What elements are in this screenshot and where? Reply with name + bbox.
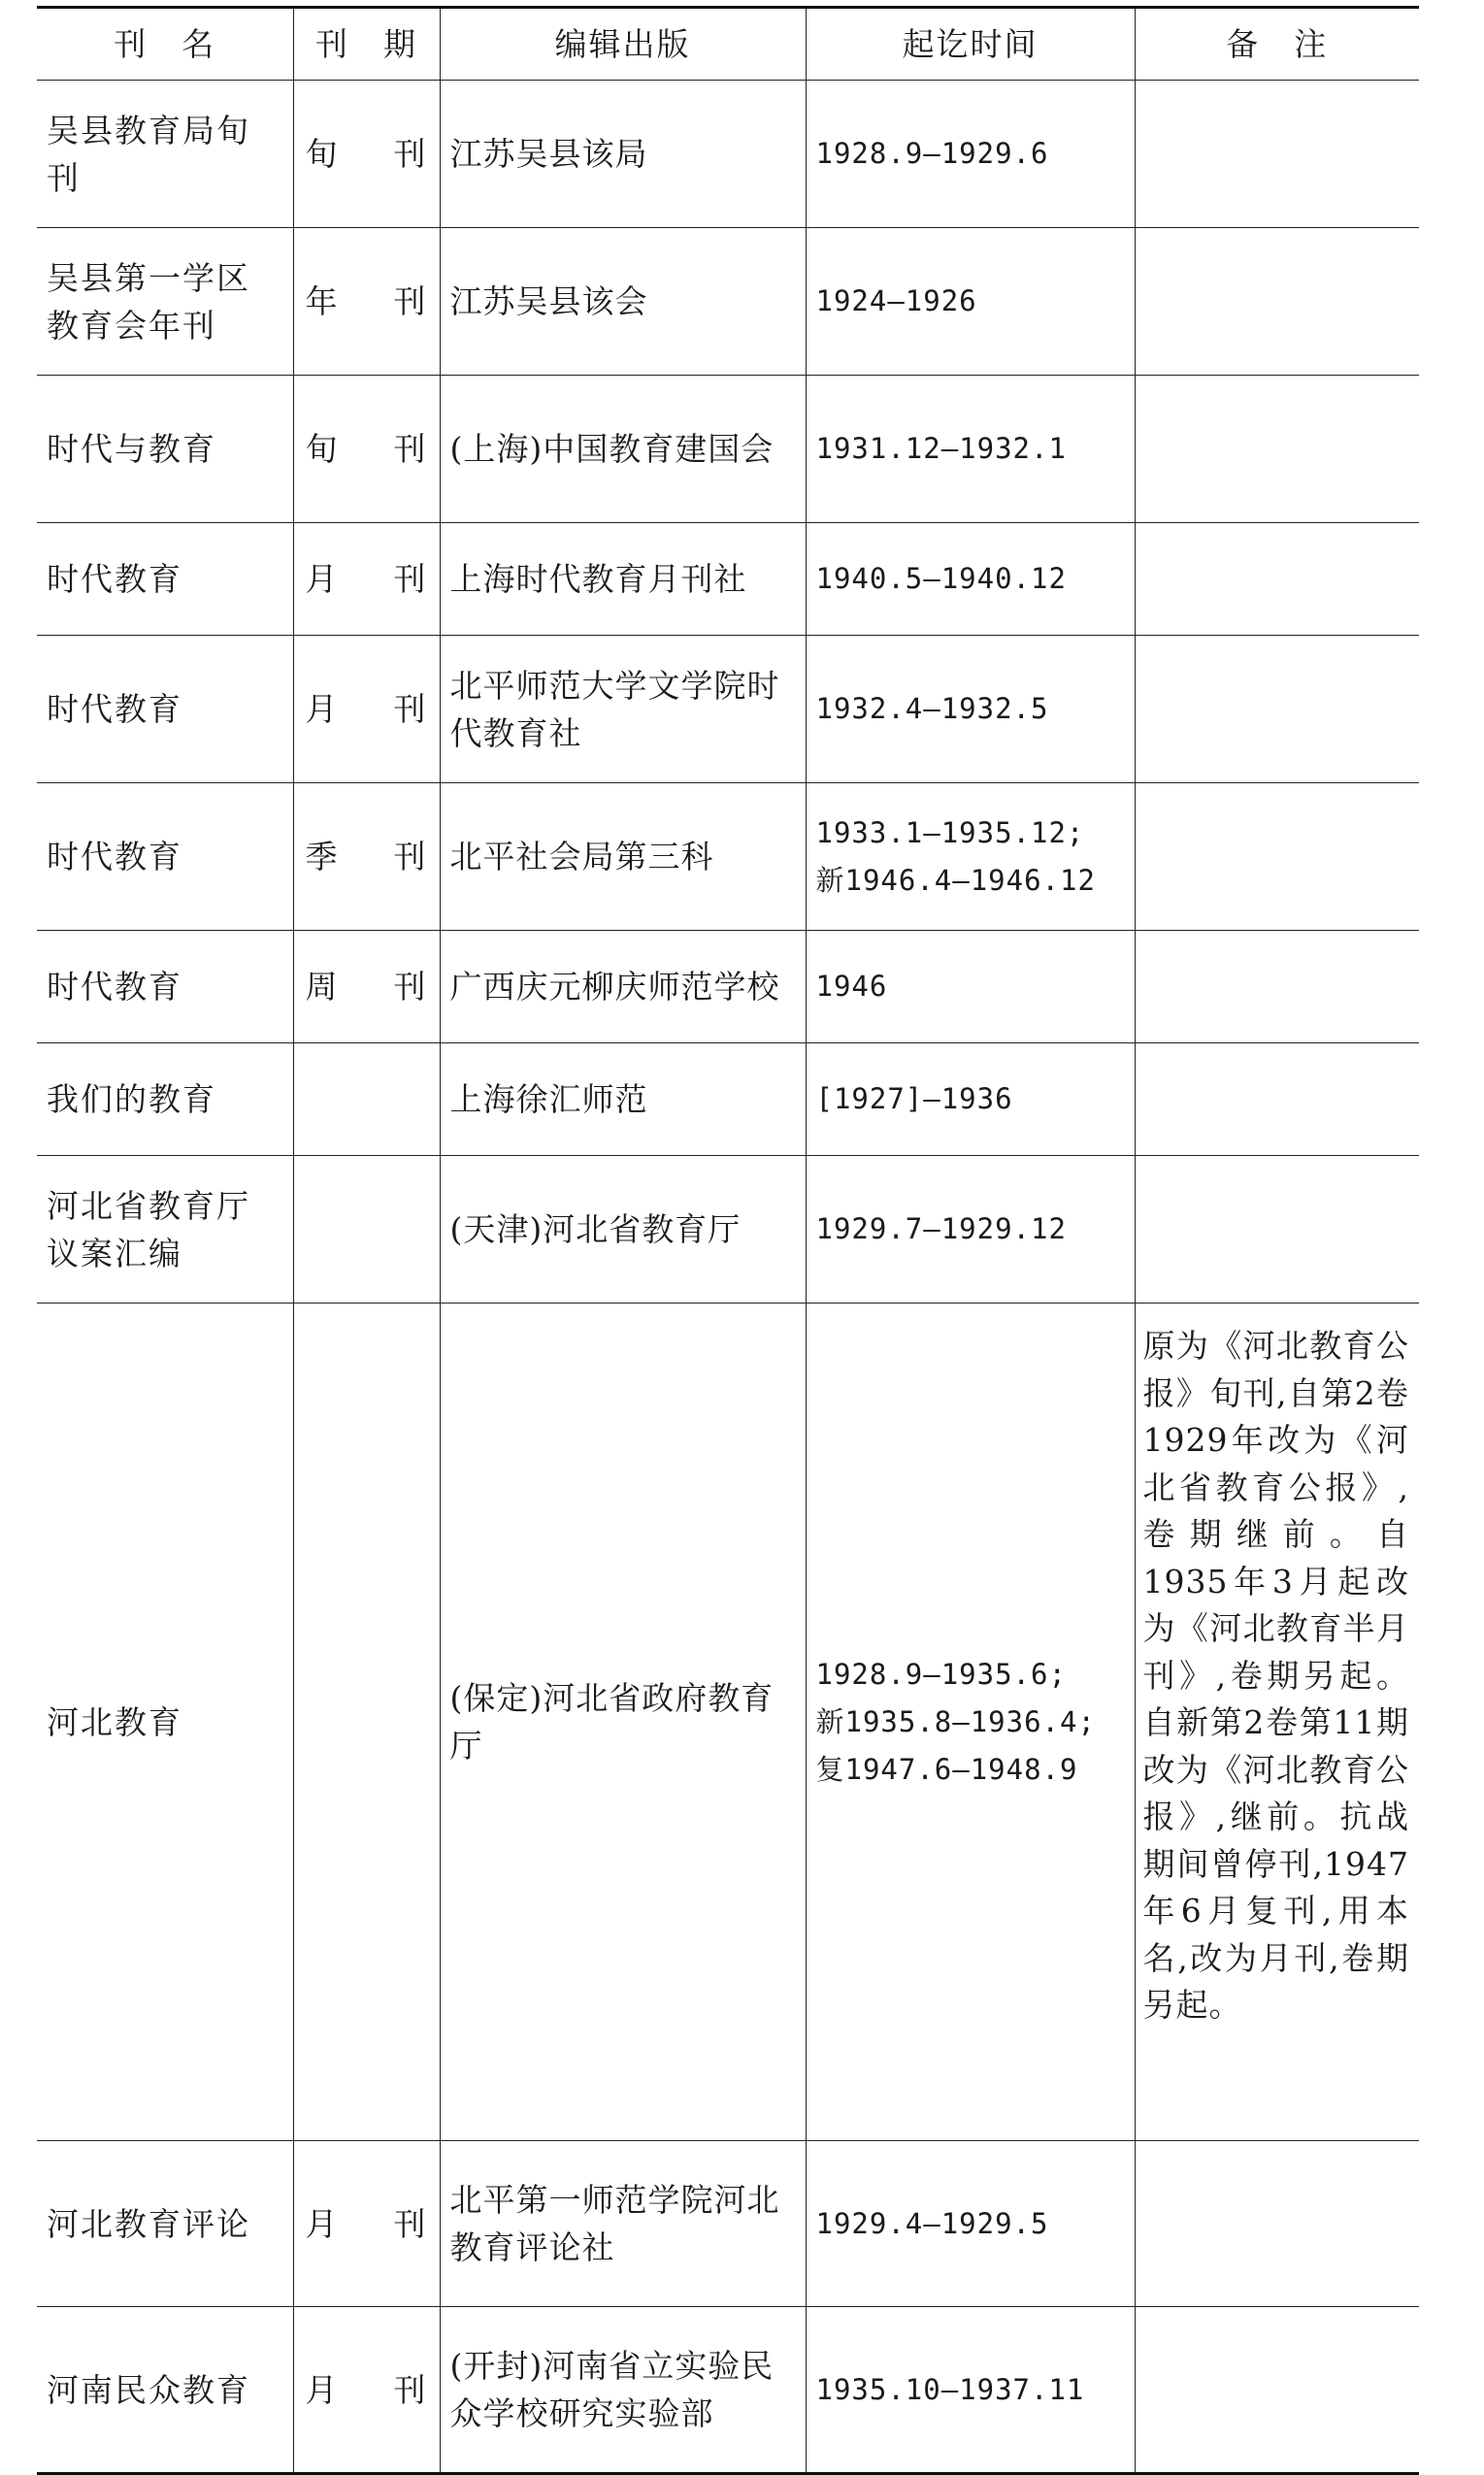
freq-char: 旬 [305,135,338,173]
cell-period: 1933.1—1935.12; 新1946.4—1946.12 [806,783,1135,931]
header-frequency: 刊 期 [293,8,440,81]
table-row [37,376,1419,523]
table-row [37,2141,1419,2307]
table-row [37,1304,1419,2141]
freq-char: 刊 [393,560,426,598]
header-publisher: 编辑出版 [440,8,806,81]
cell-publisher: 北平第一师范学院河北教育评论社 [440,2141,806,2307]
cell-note [1135,523,1419,636]
freq-char: 刊 [393,690,426,728]
cell-period: 1928.9—1929.6 [806,81,1135,228]
freq-char: 刊 [393,2370,426,2409]
cell-note [1135,1156,1419,1304]
cell-publisher: (天津)河北省教育厅 [440,1156,806,1304]
cell-period: 1935.10—1937.11 [806,2307,1135,2474]
table-row [37,1043,1419,1156]
cell-title: 吴县教育局旬刊 [37,81,293,228]
cell-publisher: 北平社会局第三科 [440,783,806,931]
table-row [37,636,1419,783]
cell-note [1135,1043,1419,1156]
table-row [37,81,1419,228]
cell-publisher: 广西庆元柳庆师范学校 [440,931,806,1043]
cell-period: 1929.4—1929.5 [806,2141,1135,2307]
cell-note [1135,2141,1419,2307]
cell-publisher: 北平师范大学文学院时代教育社 [440,636,806,783]
freq-char: 刊 [393,838,426,875]
freq-char: 月 [305,690,338,728]
cell-period: 1940.5—1940.12 [806,523,1135,636]
cell-note [1135,81,1419,228]
cell-period: 1924—1926 [806,228,1135,376]
cell-title: 时代教育 [37,636,293,783]
cell-frequency [293,523,440,636]
cell-period: 1946 [806,931,1135,1043]
periodical-table [37,6,1419,2475]
cell-title: 我们的教育 [37,1043,293,1156]
cell-note [1135,2307,1419,2474]
freq-char: 刊 [393,430,426,468]
cell-frequency [293,376,440,523]
cell-publisher: 江苏吴县该局 [440,81,806,228]
cell-frequency [293,2141,440,2307]
cell-title: 时代教育 [37,523,293,636]
cell-title: 河北教育 [37,1304,293,2141]
cell-frequency [293,81,440,228]
cell-publisher: (开封)河南省立实验民众学校研究实验部 [440,2307,806,2474]
cell-period: 1929.7—1929.12 [806,1156,1135,1304]
cell-publisher: (上海)中国教育建国会 [440,376,806,523]
cell-period: [1927]—1936 [806,1043,1135,1156]
cell-title: 时代教育 [37,931,293,1043]
header-period: 起讫时间 [806,8,1135,81]
cell-publisher: 上海徐汇师范 [440,1043,806,1156]
freq-char: 周 [305,968,338,1006]
table-row [37,523,1419,636]
cell-note [1135,228,1419,376]
cell-note: 原为《河北教育公报》旬刊,自第2卷1929年改为《河北省教育公报》,卷期继前。自1935年3月起改为《河北教育半月刊》,卷期另起。自新第2卷第11期改为《河北教育公报》,继前。抗战期间曾停刊,1947年6月复刊,用本名,改为月刊,卷期另起。 [1135,1304,1419,2141]
cell-title: 河南民众教育 [37,2307,293,2474]
cell-title: 吴县第一学区教育会年刊 [37,228,293,376]
cell-period: 1932.4—1932.5 [806,636,1135,783]
header-title: 刊 名 [37,8,293,81]
cell-title: 河北省教育厅议案汇编 [37,1156,293,1304]
cell-publisher: (保定)河北省政府教育厅 [440,1304,806,2141]
table-row [37,2307,1419,2474]
periodical-table-page [37,6,1419,2475]
freq-char: 刊 [393,282,426,320]
freq-char: 旬 [305,430,338,468]
header-row [37,8,1419,81]
freq-char: 年 [305,282,338,320]
cell-frequency [293,1043,440,1156]
cell-period: 1931.12—1932.1 [806,376,1135,523]
freq-char: 月 [305,2370,338,2409]
table-row [37,1156,1419,1304]
cell-frequency [293,636,440,783]
cell-period: 1928.9—1935.6; 新1935.8—1936.4; 复1947.6—1948.9 [806,1304,1135,2141]
cell-frequency [293,2307,440,2474]
cell-note [1135,376,1419,523]
table-row [37,931,1419,1043]
freq-char: 月 [305,560,338,598]
cell-title: 时代与教育 [37,376,293,523]
freq-char: 刊 [393,2204,426,2243]
cell-frequency [293,1156,440,1304]
freq-char: 刊 [393,135,426,173]
table-row [37,783,1419,931]
cell-publisher: 江苏吴县该会 [440,228,806,376]
cell-note [1135,931,1419,1043]
cell-frequency [293,783,440,931]
cell-frequency [293,931,440,1043]
freq-char: 刊 [393,968,426,1006]
freq-char: 月 [305,2204,338,2243]
cell-title: 时代教育 [37,783,293,931]
table-row [37,228,1419,376]
cell-note [1135,636,1419,783]
freq-char: 季 [305,838,338,875]
cell-frequency [293,1304,440,2141]
cell-note [1135,783,1419,931]
cell-frequency [293,228,440,376]
header-note: 备 注 [1135,8,1419,81]
cell-publisher: 上海时代教育月刊社 [440,523,806,636]
cell-title: 河北教育评论 [37,2141,293,2307]
